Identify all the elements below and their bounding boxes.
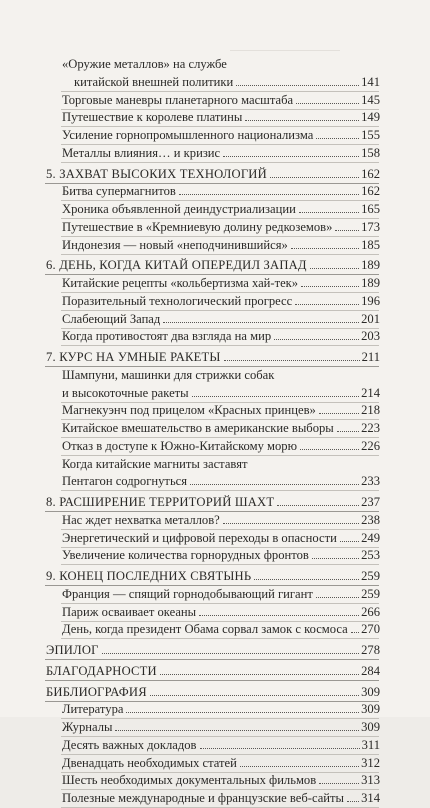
toc-section-entry [0, 755, 430, 772]
toc-section-entry [0, 586, 430, 603]
toc-section-entry [0, 92, 430, 109]
toc-section-entry [0, 512, 430, 529]
dot-leader [102, 653, 359, 654]
toc-page-number: 270 [361, 622, 380, 637]
dot-leader [335, 230, 359, 231]
toc-entry-title: Китайское вмешательство в американские выборы [62, 421, 334, 435]
dot-leader [300, 449, 359, 450]
dot-leader [319, 783, 359, 784]
toc-entry-title: Магнекуэнч под прицелом «Красных принцев» [62, 403, 316, 418]
toc-page-number: 211 [361, 350, 380, 364]
toc-page-number: 149 [361, 110, 380, 125]
dot-leader [192, 396, 359, 397]
toc-section-entry [0, 530, 430, 547]
toc-entry-title: Торговые маневры планетарного масштаба [62, 92, 294, 107]
entry-underline [61, 638, 379, 639]
toc-section-entry [0, 183, 430, 200]
toc-page-number: 203 [361, 329, 380, 344]
toc-entry-title: Энергетический и цифровой переходы в опасности [62, 530, 337, 545]
toc-page-number: 218 [361, 403, 380, 418]
toc-chapter-entry [0, 568, 430, 585]
toc-section-entry [0, 293, 430, 310]
toc-page-number: 155 [361, 128, 380, 142]
toc-entry-title: Поразительный технологический прогресс [62, 293, 293, 308]
toc-entry-title: Китайские рецепты «кольбертизма хай-тек» [62, 276, 299, 290]
dot-leader [295, 304, 359, 305]
toc-entry-title: Франция — спящий горнодобывающий гигант [62, 586, 313, 601]
toc-section-entry [0, 219, 430, 236]
toc-section-entry [0, 127, 430, 144]
toc-section-entry [0, 456, 430, 473]
toc-entry-title: Усиление горнопромышленного национализма [62, 128, 314, 142]
toc-section-entry [0, 621, 430, 638]
toc-page-number: 223 [361, 421, 380, 435]
toc-entry-title: 6. ДЕНЬ, КОГДА КИТАЙ ОПЕРЕДИЛ ЗАПАД [46, 258, 307, 273]
toc-page-number: 145 [361, 92, 380, 107]
toc-entry-title: Слабеющий Запад [62, 311, 161, 326]
toc-page-number: 259 [361, 586, 380, 601]
toc-page-number: 314 [361, 791, 380, 805]
toc-page-number: 158 [361, 145, 380, 160]
dot-leader [270, 177, 359, 178]
toc-section-entry [0, 402, 430, 419]
toc-entry-title: Битва супермагнитов [62, 184, 176, 199]
toc-section-entry [0, 438, 430, 455]
toc-section-entry [0, 367, 430, 384]
dot-leader [254, 579, 359, 580]
dot-leader [291, 248, 359, 249]
dot-leader [319, 413, 359, 414]
toc-section-entry [0, 201, 430, 218]
toc-page-number: 233 [361, 474, 380, 489]
toc-entry-title: Увеличение количества горнорудных фронтов [62, 548, 309, 563]
dot-leader [163, 322, 359, 323]
toc-section-entry [0, 74, 430, 91]
dot-leader [223, 156, 359, 157]
dot-leader [236, 85, 359, 86]
toc-section-entry [0, 56, 430, 73]
toc-entry-title: Нас ждет нехватка металлов? [62, 512, 220, 527]
dot-leader [245, 120, 359, 121]
toc-section-entry [0, 420, 430, 437]
dot-leader [301, 286, 359, 287]
dot-leader [347, 801, 359, 802]
toc-page-number: 189 [361, 276, 380, 290]
toc-entry-title: Двенадцать необходимых статей [62, 755, 237, 770]
toc-section-entry [0, 145, 430, 162]
toc-page-number: 196 [361, 293, 380, 308]
dot-leader [310, 268, 359, 269]
toc-entry-title: ЭПИЛОГ [46, 643, 99, 657]
toc-entry-title: Полезные международные и французские веб-сайты [62, 791, 345, 805]
toc-page-number: 309 [361, 720, 380, 734]
dot-leader [199, 615, 359, 616]
toc-section-entry [0, 547, 430, 564]
toc-entry-title: «Оружие металлов» на службе [62, 57, 227, 71]
toc-chapter-entry [0, 257, 430, 274]
entry-underline [61, 564, 379, 565]
toc-section-entry [0, 737, 430, 754]
dot-leader [277, 505, 359, 506]
toc-page-number: 226 [361, 438, 380, 453]
toc-page-number: 165 [361, 202, 380, 216]
dot-leader [190, 484, 359, 485]
toc-page-number: 173 [361, 219, 380, 234]
toc-page-number: 284 [361, 663, 380, 678]
toc-chapter-entry [0, 642, 430, 659]
dot-leader [312, 558, 359, 559]
toc-entry-title: Путешествие в «Кремниевую долину редкоземов» [62, 219, 333, 234]
dot-leader [274, 339, 359, 340]
toc-entry-title: 8. РАСШИРЕНИЕ ТЕРРИТОРИЙ ШАХТ [46, 495, 275, 509]
toc-chapter-entry [0, 494, 430, 511]
toc-entry-title: Литература [62, 702, 124, 717]
entry-underline [45, 680, 379, 681]
toc-section-entry [0, 109, 430, 126]
toc-entry-title: БИБЛИОГРАФИЯ [46, 684, 147, 699]
toc-entry-title: Металлы влияния… и кризис [62, 145, 221, 160]
toc-section-entry [0, 328, 430, 345]
dot-leader [200, 748, 360, 749]
dot-leader [224, 360, 360, 361]
dot-leader [351, 632, 359, 633]
toc-entry-title: Пентагон содрогнуться [62, 474, 188, 489]
toc-section-entry [0, 790, 430, 807]
toc-page-number: 259 [361, 569, 380, 583]
entry-underline [45, 659, 379, 660]
toc-entry-title: китайской внешней политики [74, 74, 234, 89]
toc-section-entry [0, 275, 430, 292]
toc-page-number: 266 [361, 604, 380, 619]
toc-page-number: 249 [361, 530, 380, 545]
toc-entry-title: Когда противостоят два взгляда на мир [62, 329, 272, 344]
dot-leader [340, 541, 359, 542]
toc-entry-title: День, когда президент Обама сорвал замок с космоса [62, 622, 348, 637]
toc-page-number: 278 [361, 643, 380, 657]
toc-page-number: 312 [361, 755, 380, 770]
dot-leader [160, 674, 359, 675]
toc-page-number: 201 [361, 311, 380, 326]
toc-page-number: 141 [361, 74, 380, 89]
toc-page-number: 309 [361, 684, 380, 699]
entry-underline [61, 162, 379, 163]
dot-leader [299, 212, 359, 213]
toc-section-entry [0, 311, 430, 328]
toc-entry-title: Путешествие к королеве платины [62, 110, 243, 125]
toc-page-number: 185 [361, 237, 380, 252]
toc-chapter-entry [0, 663, 430, 680]
entry-underline [61, 254, 379, 255]
toc-section-entry [0, 701, 430, 718]
dot-leader [316, 138, 359, 139]
dot-leader [240, 766, 359, 767]
toc-section-entry [0, 719, 430, 736]
dot-leader [179, 194, 359, 195]
dot-leader [223, 523, 359, 524]
toc-entry-title: Журналы [62, 720, 113, 734]
toc-chapter-entry [0, 166, 430, 183]
toc-page-number: 309 [361, 702, 380, 717]
toc-chapter-entry [0, 684, 430, 701]
toc-page-number: 253 [361, 548, 380, 563]
toc-entry-title: Париж осваивает океаны [62, 604, 197, 619]
toc-page-number: 162 [361, 166, 380, 181]
toc-page-number: 238 [361, 512, 380, 527]
toc-entry-title: Когда китайские магниты заставят [62, 456, 248, 471]
entry-underline [61, 345, 379, 346]
dot-leader [337, 431, 359, 432]
toc-entry-title: БЛАГОДАРНОСТИ [46, 663, 157, 678]
dot-leader [150, 695, 359, 696]
dot-leader [126, 712, 359, 713]
toc-entry-title: 7. КУРС НА УМНЫЕ РАКЕТЫ [46, 350, 221, 364]
toc-section-entry [0, 385, 430, 402]
toc-section-entry [0, 604, 430, 621]
toc-page-number: 189 [361, 258, 380, 273]
toc-page-number: 313 [361, 773, 380, 788]
toc-entry-title: Десять важных докладов [62, 737, 197, 752]
dot-leader [316, 597, 359, 598]
entry-underline [61, 490, 379, 491]
dot-leader [115, 730, 359, 731]
toc-section-entry [0, 772, 430, 789]
toc-entry-title: и высокоточные ракеты [62, 385, 189, 400]
toc-entry-title: Шесть необходимых документальных фильмов [62, 773, 317, 788]
toc-entry-title: Отказ в доступе к Южно-Китайскому морю [62, 438, 297, 453]
toc-section-entry [0, 473, 430, 490]
toc-page-number: 237 [361, 495, 380, 509]
toc-entry-title: Шампуни, машинки для стрижки собак [62, 367, 275, 382]
toc-page-number: 311 [361, 737, 380, 752]
toc-page-number: 214 [361, 385, 380, 400]
toc-entry-title: Индонезия — новый «неподчинившийся» [62, 237, 288, 252]
toc-page-number: 162 [361, 184, 380, 199]
toc-entry-title: 9. КОНЕЦ ПОСЛЕДНИХ СВЯТЫНЬ [46, 569, 252, 583]
dot-leader [296, 103, 359, 104]
toc-entry-title: 5. ЗАХВАТ ВЫСОКИХ ТЕХНОЛОГИЙ [46, 166, 267, 181]
toc-chapter-entry [0, 349, 430, 366]
toc-section-entry [0, 237, 430, 254]
toc-entry-title: Хроника объявленной деиндустриализации [62, 202, 296, 216]
